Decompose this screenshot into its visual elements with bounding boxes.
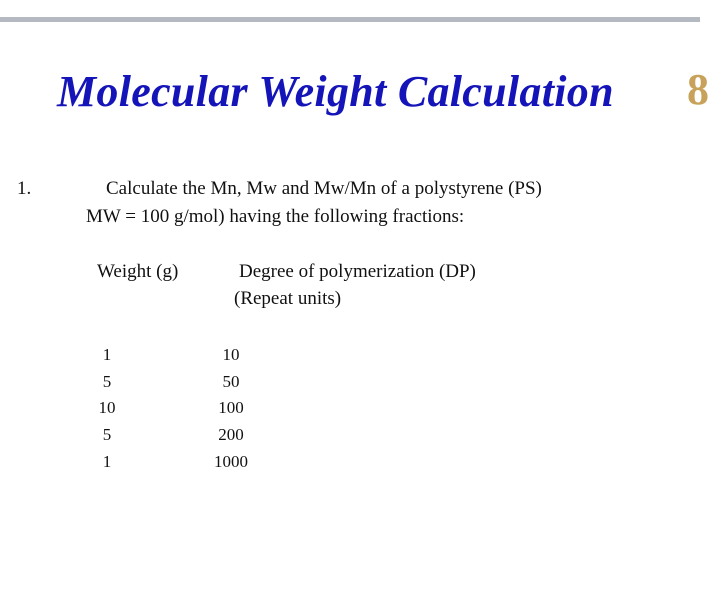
- dp-cell: 200: [218, 425, 244, 445]
- question-text-line-2: MW = 100 g/mol) having the following fractions:: [86, 206, 465, 227]
- weight-column: [84, 342, 130, 476]
- dp-column-header: Degree of polymerization (DP): [239, 261, 476, 282]
- dp-cell: 50: [222, 371, 240, 391]
- weight-cell: 5: [102, 425, 112, 445]
- weight-cell: 10: [98, 398, 116, 418]
- top-divider: [0, 17, 700, 22]
- weight-column-header: Weight (g): [97, 261, 179, 282]
- weight-cell: 1: [102, 345, 112, 364]
- question-number: 1.: [17, 178, 32, 199]
- weight-cell: 1: [102, 451, 112, 471]
- question-text-line-1: Calculate the Mn, Mw and Mw/Mn of a polystyrene (PS): [106, 178, 542, 199]
- weight-cell: 5: [102, 371, 112, 391]
- dp-cell: 100: [218, 398, 244, 418]
- slide-edge-glyph: 8: [687, 65, 709, 114]
- dp-cell: 1000: [214, 451, 248, 471]
- dp-column: [200, 342, 262, 476]
- dp-cell: 10: [222, 345, 240, 364]
- page-title: Molecular Weight Calculation: [57, 67, 614, 116]
- dp-column-subheader: (Repeat units): [234, 288, 342, 309]
